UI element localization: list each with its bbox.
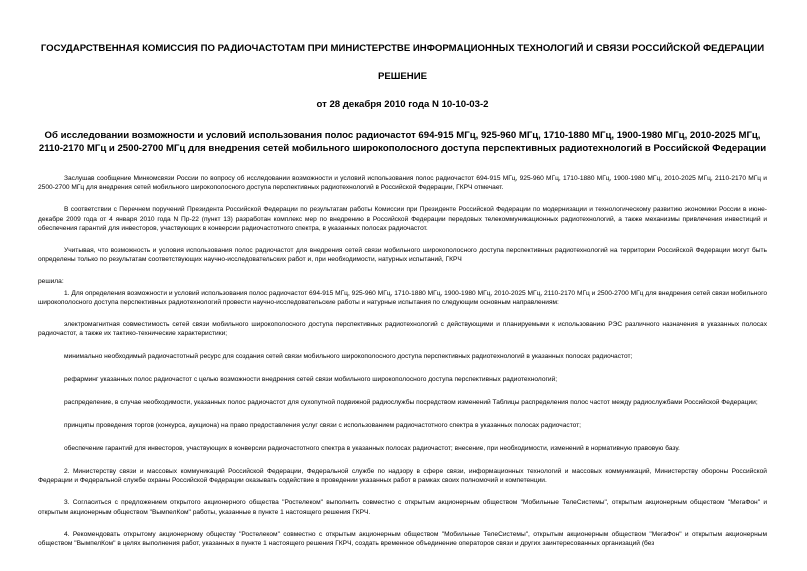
- paragraph-context: В соответствии с Перечнем поручений Президента Российской Федерации по результатам работы Комиссии при Президенте Российской Федерации по модернизации и технологическому развитию экономики России в июне-декабре 2009 года от 4 января 2010 года N Пр-22 (пункт 13) разработан комплекс мер по внедрению в Российской Федерации передовых телекоммуникационных радиотехнологий, а также механизмы привлечения инвестиций и обеспечения гарантий для инвесторов, участвующих в конверсии радиочастотного спектра, в указанных полосах радиочастот.: [38, 206, 767, 233]
- list-item-refarming: рефарминг указанных полос радиочастот с целью возможности внедрения сетей связи мобильного широкополосного доступа перспективных радиотехнологий;: [64, 376, 558, 384]
- document-date-number: от 28 декабря 2010 года N 10-10-03-2: [316, 99, 489, 110]
- agency-header: ГОСУДАРСТВЕННАЯ КОМИССИЯ ПО РАДИОЧАСТОТАМ ПРИ МИНИСТЕРСТВЕ ИНФОРМАЦИОННЫХ ТЕХНОЛОГИЙ И СВЯЗИ РОССИЙСКОЙ ФЕДЕРАЦИИ: [40, 43, 765, 54]
- paragraph-considering: Учитывая, что возможность и условия использования полос радиочастот для внедрения сетей связи мобильного широкополосного доступа перспективных радиотехнологий на территории Российской Федерации могут быть определены только по результатам соответствующих научно-исследовательских работ и, при необходимости, натурных испытаний, ГКРЧ: [38, 247, 767, 264]
- paragraph-item-3: 3. Согласиться с предложением открытого акционерного общества "Ростелеком" выполнить совместно с открытым акционерным обществом "Мобильные ТелеСистемы", открытым акционерным обществом "МегаФон" и открытым акционерным обществом "ВымпелКом" работы, указанные в пункте 1 настоящего решения ГКРЧ.: [38, 499, 767, 516]
- list-item-auction: принципы проведения торгов (конкурса, аукциона) на право предоставления услуг связи с использованием радиочастотного спектра в указанных полосах радиочастот;: [64, 422, 582, 430]
- document-subject: Об исследовании возможности и условий использования полос радиочастот 694-915 МГц, 925-960 МГц, 1710-1880 МГц, 1900-1980 МГц, 2010-2025 МГц, 2110-2170 МГц и 2500-2700 МГц для внедрения сетей мобильного широкополосного доступа перспективных радиотехнологий в Российской Федерации: [38, 130, 767, 154]
- paragraph-decided: решила:: [38, 278, 64, 286]
- paragraph-preamble: Заслушав сообщение Минкомсвязи России по вопросу об исследовании возможности и условий использования полос радиочастот 694-915 МГц, 925-960 МГц, 1710-1880 МГц, 1900-1980 МГц, 2010-2025 МГц, 2110-2170 МГц и 2500-2700 МГц для внедрения сетей мобильного широкополосного доступа перспективных радиотехнологий в Российской Федерации, ГКРЧ отмечает.: [38, 175, 767, 192]
- document-type-title: РЕШЕНИЕ: [377, 71, 428, 82]
- list-item-allocation: распределение, в случае необходимости, указанных полос радиочастот для сухопутной подвижной радиослужбы посредством изменений Таблицы распределения полос частот между радиослужбами Российской Федерации;: [64, 399, 758, 407]
- paragraph-item-2: 2. Министерству связи и массовых коммуникаций Российской Федерации, Федеральной службе по надзору в сфере связи, информационных технологий и массовых коммуникаций, Министерству обороны Российской Федерации и Федеральной службе охраны Российской Федерации оказывать содействие в проведении указанных работ в рамках своих полномочий и компетенции.: [38, 467, 767, 485]
- paragraph-item-4: 4. Рекомендовать открытому акционерному обществу "Ростелеком" совместно с открытым акционерным обществом "Мобильные ТелеСистемы", открытым акционерным обществом "МегаФон" и открытым акционерным обществом "ВымпелКом" в целях выполнения работ, указанных в пункте 1 настоящего решения ГКРЧ, создать временное объединение операторов связи и других заинтересованных организаций (без: [38, 530, 767, 547]
- paragraph-item-1: 1. Для определения возможности и условий использования полос радиочастот 694-915 МГц, 925-960 МГц, 1710-1880 МГц, 1900-1980 МГц, 2010-2025 МГц, 2110-2170 МГц и 2500-2700 МГц для внедрения сетей связи мобильного широкополосного доступа перспективных радиотехнологий провести научно-исследовательские работы и натурные испытания по следующим основным направлениям:: [38, 289, 767, 307]
- list-item-emc: электромагнитная совместимость сетей связи мобильного широкополосного доступа перспективных радиотехнологий с действующими и планируемыми к использованию РЭС различного назначения в указанных полосах радиочастот, а также их тактико-технические характеристики;: [38, 321, 767, 338]
- list-item-guarantees: обеспечение гарантий для инвесторов, участвующих в конверсии радиочастотного спектра в указанных полосах радиочастот; внесение, при необходимости, изменений в нормативную правовую базу.: [64, 445, 680, 452]
- document-body: [38, 174, 767, 548]
- list-item-min-resource: минимально необходимый радиочастотный ресурс для создания сетей связи мобильного широкополосного доступа перспективных радиотехнологий в указанных полосах радиочастот;: [64, 353, 633, 361]
